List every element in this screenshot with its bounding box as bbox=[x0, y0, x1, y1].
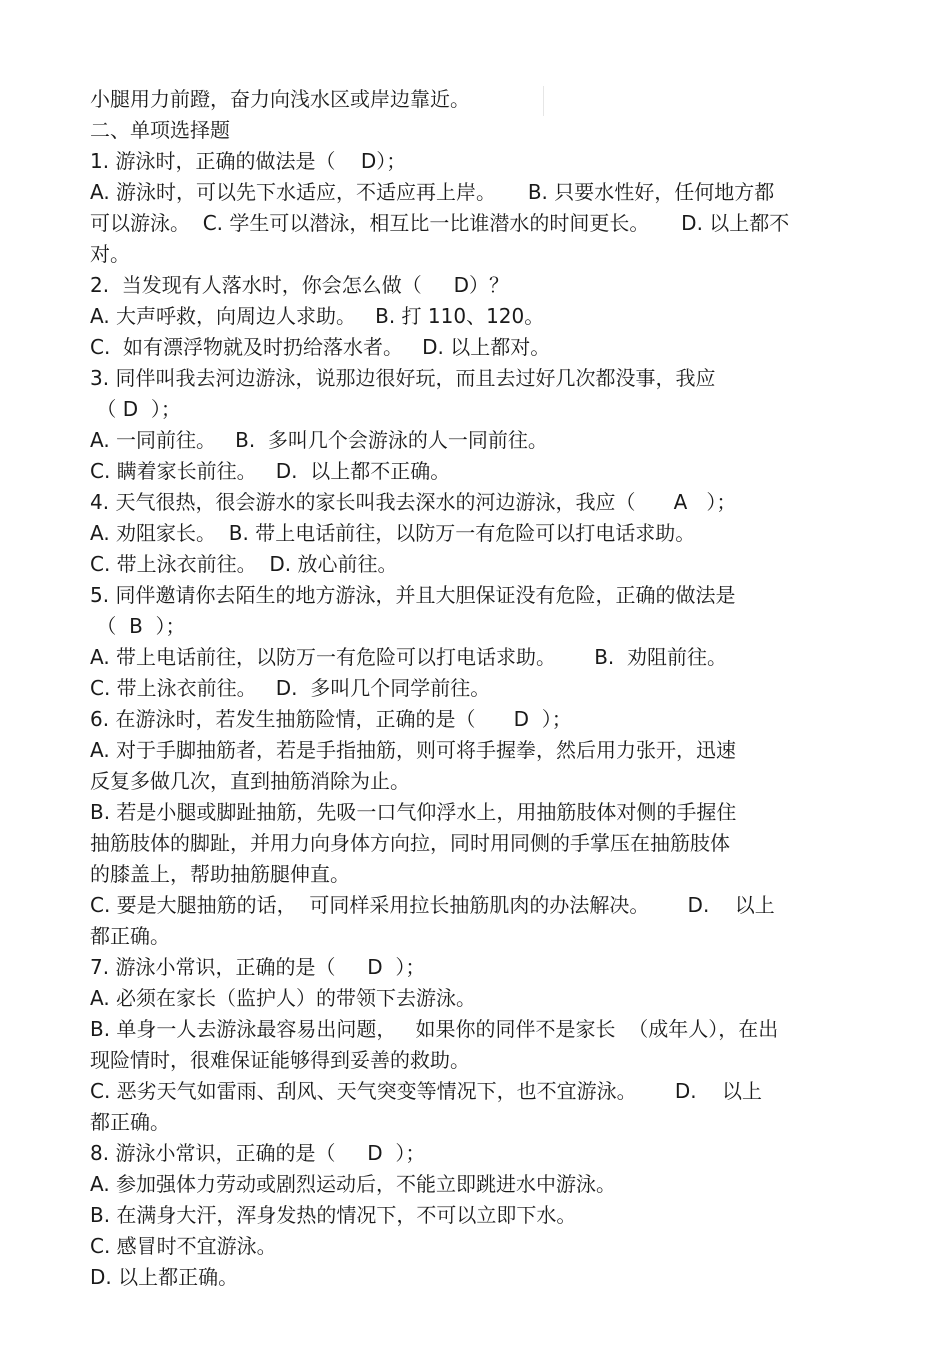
question-5: 5. 同伴邀请你去陌生的地方游泳，并且大胆保证没有危险，正确的做法是 bbox=[90, 583, 736, 607]
question-5-options: C. 带上泳衣前往。 D. 多叫几个同学前往。 bbox=[90, 676, 491, 700]
question-8-options: D. 以上都正确。 bbox=[90, 1265, 239, 1289]
question-6-options: B. 若是小腿或脚趾抽筋，先吸一口气仰浮水上，用抽筋肢体对侧的手握住 bbox=[90, 800, 737, 824]
question-8: 8. 游泳小常识，正确的是（ D ）； bbox=[90, 1141, 426, 1165]
question-6-options: C. 要是大腿抽筋的话， 可同样采用拉长抽筋肌肉的办法解决。 D. 以上 bbox=[90, 893, 775, 917]
question-3: 3. 同伴叫我去河边游泳，说那边很好玩，而且去过好几次都没事，我应 bbox=[90, 366, 716, 390]
question-7-options: 都正确。 bbox=[90, 1110, 170, 1134]
question-6-options: A. 对于手脚抽筋者，若是手指抽筋，则可将手握拳，然后用力张开，迅速 bbox=[90, 738, 737, 762]
question-5-options: A. 带上电话前往，以防万一有危险可以打电话求助。 B. 劝阻前往。 bbox=[90, 645, 727, 669]
question-2-options: A. 大声呼救，向周边人求助。 B. 打 110、120。 bbox=[90, 304, 545, 328]
question-1-options: 可以游泳。 C. 学生可以潜泳，相互比一比谁潜水的时间更长。 D. 以上都不 bbox=[90, 211, 790, 235]
section-heading: 二、单项选择题 bbox=[90, 118, 230, 142]
text-line: 小腿用力前蹬，奋力向浅水区或岸边靠近。 bbox=[90, 87, 470, 111]
document-body bbox=[90, 84, 870, 1293]
question-7-options: C. 恶劣天气如雷雨、刮风、天气突变等情况下，也不宜游泳。 D. 以上 bbox=[90, 1079, 763, 1103]
question-6-options: 反复多做几次，直到抽筋消除为止。 bbox=[90, 769, 410, 793]
question-6-options: 都正确。 bbox=[90, 924, 170, 948]
question-2-options: C. 如有漂浮物就及时扔给落水者。 D. 以上都对。 bbox=[90, 335, 551, 359]
question-7: 7. 游泳小常识，正确的是（ D ）； bbox=[90, 955, 426, 979]
question-4-options: C. 带上泳衣前往。 D. 放心前往。 bbox=[90, 552, 398, 576]
question-6-options: 抽筋肢体的脚趾，并用力向身体方向拉，同时用同侧的手掌压在抽筋肢体 bbox=[90, 831, 730, 855]
question-4-options: A. 劝阻家长。 B. 带上电话前往，以防万一有危险可以打电话求助。 bbox=[90, 521, 696, 545]
question-7-options: A. 必须在家长（监护人）的带领下去游泳。 bbox=[90, 986, 477, 1010]
question-6: 6. 在游泳时，若发生抽筋险情，正确的是（ D ）； bbox=[90, 707, 572, 731]
question-8-options: A. 参加强体力劳动或剧烈运动后，不能立即跳进水中游泳。 bbox=[90, 1172, 617, 1196]
question-1-options: 对。 bbox=[90, 242, 130, 266]
question-1: 1. 游泳时，正确的做法是（ D）； bbox=[90, 149, 407, 173]
question-8-options: B. 在满身大汗，浑身发热的情况下，不可以立即下水。 bbox=[90, 1203, 577, 1227]
question-5: （ B ）； bbox=[90, 614, 186, 638]
question-1-options: A. 游泳时，可以先下水适应，不适应再上岸。 B. 只要水性好，任何地方都 bbox=[90, 180, 775, 204]
question-8-options: C. 感冒时不宜游泳。 bbox=[90, 1234, 277, 1258]
question-3-options: C. 瞒着家长前往。 D. 以上都不正确。 bbox=[90, 459, 451, 483]
question-7-options: B. 单身一人去游泳最容易出问题， 如果你的同伴不是家长 （成年人），在出 bbox=[90, 1017, 779, 1041]
question-6-options: 的膝盖上，帮助抽筋腿伸直。 bbox=[90, 862, 350, 886]
question-3-options: A. 一同前往。 B. 多叫几个会游泳的人一同前往。 bbox=[90, 428, 548, 452]
question-7-options: 现险情时，很难保证能够得到妥善的救助。 bbox=[90, 1048, 470, 1072]
question-4: 4. 天气很热，很会游水的家长叫我去深水的河边游泳，我应（ A ）； bbox=[90, 490, 737, 514]
question-3: （ D ）； bbox=[90, 397, 181, 421]
question-2: 2. 当发现有人落水时，你会怎么做（ D）？ bbox=[90, 273, 509, 297]
